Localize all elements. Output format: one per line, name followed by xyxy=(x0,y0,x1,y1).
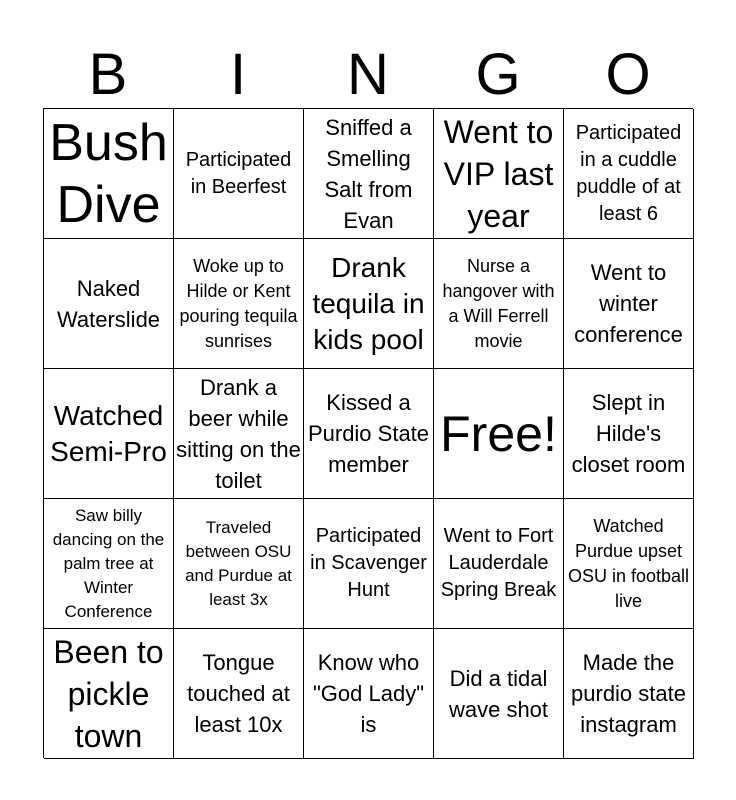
bingo-cell[interactable] xyxy=(174,369,304,499)
header-letter-g: G xyxy=(475,42,521,107)
cell-text: Did a tidal wave shot xyxy=(448,665,549,722)
bingo-cell[interactable] xyxy=(564,629,694,759)
cell-text: Participated in a cuddle puddle of at least 6 xyxy=(575,121,682,225)
cell-text: Free! xyxy=(440,405,557,462)
header-letter-n: N xyxy=(347,42,389,107)
bingo-cell[interactable] xyxy=(44,239,174,369)
cell-text: Nurse a hangover with a Will Ferrell movie xyxy=(442,255,555,351)
bingo-cell[interactable] xyxy=(44,369,174,499)
cell-text: Kissed a Purdio State member xyxy=(307,390,430,477)
cell-text: Woke up to Hilde or Kent pouring tequila sunrises xyxy=(179,255,298,351)
cell-text: Watched Purdue upset OSU in football live xyxy=(567,515,690,611)
cell-text: Naked Waterslide xyxy=(56,275,161,332)
bingo-cell[interactable] xyxy=(434,629,564,759)
cell-text: Sniffed a Smelling Salt from Evan xyxy=(324,114,413,233)
cell-text: Slept in Hilde's closet room xyxy=(571,390,686,477)
cell-text: Saw billy dancing on the palm tree at Winter Conference xyxy=(52,505,165,621)
bingo-cell[interactable] xyxy=(174,629,304,759)
cell-text: Participated in Scavenger Hunt xyxy=(310,525,427,601)
bingo-cell[interactable] xyxy=(434,239,564,369)
free-space[interactable] xyxy=(434,369,564,499)
bingo-cell[interactable] xyxy=(44,499,174,629)
cell-text: Went to winter conference xyxy=(574,260,683,347)
header-letter-i: I xyxy=(229,42,247,107)
cell-text: Tongue touched at least 10x xyxy=(187,650,290,737)
bingo-cell[interactable] xyxy=(44,109,174,239)
bingo-cell[interactable] xyxy=(174,109,304,239)
bingo-cell[interactable] xyxy=(434,499,564,629)
cell-text: Drank a beer while sitting on the toilet xyxy=(176,374,301,493)
bingo-cell[interactable] xyxy=(434,109,564,239)
cell-text: Drank tequila in kids pool xyxy=(312,251,425,355)
bingo-cell[interactable] xyxy=(304,239,434,369)
cell-text: Bush Dive xyxy=(49,113,168,234)
bingo-cell[interactable] xyxy=(174,499,304,629)
bingo-cell[interactable] xyxy=(304,369,434,499)
cell-text: Went to Fort Lauderdale Spring Break xyxy=(440,525,557,601)
cell-text: Went to VIP last year xyxy=(443,113,554,234)
cell-text: Know who "God Lady" is xyxy=(312,650,425,737)
cell-text: Traveled between OSU and Purdue at least 3x xyxy=(185,517,292,609)
bingo-cell[interactable] xyxy=(564,499,694,629)
bingo-cell[interactable] xyxy=(174,239,304,369)
cell-text: Participated in Beerfest xyxy=(185,148,292,198)
bingo-cell[interactable] xyxy=(304,629,434,759)
bingo-cell[interactable] xyxy=(44,629,174,759)
header-letter-b: B xyxy=(88,42,128,107)
bingo-header xyxy=(43,42,693,108)
bingo-cell[interactable] xyxy=(564,239,694,369)
bingo-cell[interactable] xyxy=(564,109,694,239)
cell-text: Been to pickle town xyxy=(53,633,164,754)
bingo-grid xyxy=(43,108,693,758)
bingo-cell[interactable] xyxy=(304,109,434,239)
bingo-cell[interactable] xyxy=(564,369,694,499)
bingo-cell[interactable] xyxy=(304,499,434,629)
cell-text: Watched Semi-Pro xyxy=(50,399,167,467)
cell-text: Made the purdio state instagram xyxy=(571,650,686,737)
header-letter-o: O xyxy=(605,42,651,107)
